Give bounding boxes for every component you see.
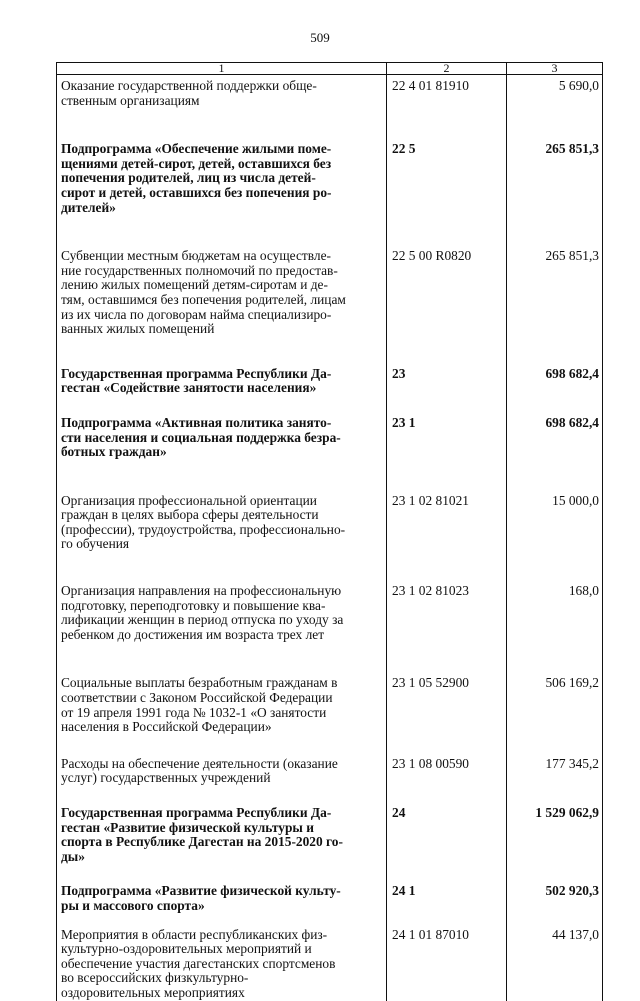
cell-item-name: Мероприятия в области республиканских физ- культурно-оздоровительных мероприятий и обеспечение участия дагестанских спортсменов во всероссийских физкультурно- оздоровительных мероприятиях	[57, 924, 387, 1001]
column-header-code: 2	[387, 63, 507, 75]
cell-budget-code: 23 1	[387, 412, 507, 490]
cell-budget-code: 24 1	[387, 880, 507, 923]
cell-budget-code: 23	[387, 363, 507, 412]
table-row	[57, 672, 603, 752]
cell-amount: 168,0	[507, 580, 603, 672]
table-row	[57, 924, 603, 1001]
table-row	[57, 490, 603, 580]
cell-budget-code: 24 1 01 87010	[387, 924, 507, 1001]
cell-item-name: Организация направления на профессиональную подготовку, переподготовку и повышение ква- лификации женщин в период отпуска по уходу за ребенком до достижения им возраста трех лет	[57, 580, 387, 672]
table-body	[57, 75, 603, 1001]
cell-item-name: Организация профессиональной ориентации граждан в целях выбора сферы деятельности (профессии), трудоустройства, профессионально- го обучения	[57, 490, 387, 580]
cell-amount: 1 529 062,9	[507, 802, 603, 880]
cell-item-name: Подпрограмма «Развитие физической культу- ры и массового спорта»	[57, 880, 387, 923]
cell-amount: 265 851,3	[507, 245, 603, 363]
table-row	[57, 880, 603, 923]
cell-amount: 698 682,4	[507, 363, 603, 412]
table-row	[57, 75, 603, 139]
cell-budget-code: 23 1 02 81023	[387, 580, 507, 672]
cell-item-name: Субвенции местным бюджетам на осуществле- ние государственных полномочий по предостав- лению жилых помещений детям-сиротам и де- тям, оставшимся без попечения родителей, лицам из их числа по договорам найма специализиро- ванных жилых помещений	[57, 245, 387, 363]
cell-amount: 506 169,2	[507, 672, 603, 752]
column-header-name: 1	[57, 63, 387, 75]
cell-budget-code: 24	[387, 802, 507, 880]
budget-table	[56, 62, 603, 1001]
cell-item-name: Государственная программа Республики Да- гестан «Развитие физической культуры и спорта в Республике Дагестан на 2015-2020 го- ды»	[57, 802, 387, 880]
cell-item-name: Государственная программа Республики Да- гестан «Содействие занятости населения»	[57, 363, 387, 412]
table-row	[57, 802, 603, 880]
cell-amount: 698 682,4	[507, 412, 603, 490]
cell-budget-code: 23 1 05 52900	[387, 672, 507, 752]
cell-item-name: Расходы на обеспечение деятельности (оказание услуг) государственных учреждений	[57, 753, 387, 802]
cell-amount: 502 920,3	[507, 880, 603, 923]
cell-budget-code: 22 5	[387, 138, 507, 245]
table-row	[57, 412, 603, 490]
cell-item-name: Подпрограмма «Обеспечение жилыми поме- щениями детей-сирот, детей, оставшихся без попечения родителей, лиц из числа детей- сирот и детей, оставшихся без попечения ро- дителей»	[57, 138, 387, 245]
cell-amount: 44 137,0	[507, 924, 603, 1001]
cell-item-name: Подпрограмма «Активная политика занято- сти населения и социальная поддержка безра- ботных граждан»	[57, 412, 387, 490]
cell-budget-code: 22 4 01 81910	[387, 75, 507, 139]
cell-amount: 177 345,2	[507, 753, 603, 802]
cell-amount: 15 000,0	[507, 490, 603, 580]
table-row	[57, 363, 603, 412]
cell-item-name: Социальные выплаты безработным гражданам в соответствии с Законом Российской Федерации от 19 апреля 1991 года № 1032-1 «О занятости населения в Российской Федерации»	[57, 672, 387, 752]
cell-amount: 5 690,0	[507, 75, 603, 139]
cell-item-name: Оказание государственной поддержки обще- ственным организациям	[57, 75, 387, 139]
cell-amount: 265 851,3	[507, 138, 603, 245]
cell-budget-code: 23 1 08 00590	[387, 753, 507, 802]
table-row	[57, 580, 603, 672]
table-row	[57, 753, 603, 802]
cell-budget-code: 23 1 02 81021	[387, 490, 507, 580]
table-row	[57, 138, 603, 245]
table-header-row	[57, 63, 603, 75]
page-number: 509	[310, 30, 330, 45]
column-header-amount: 3	[507, 63, 603, 75]
cell-budget-code: 22 5 00 R0820	[387, 245, 507, 363]
table-row	[57, 245, 603, 363]
